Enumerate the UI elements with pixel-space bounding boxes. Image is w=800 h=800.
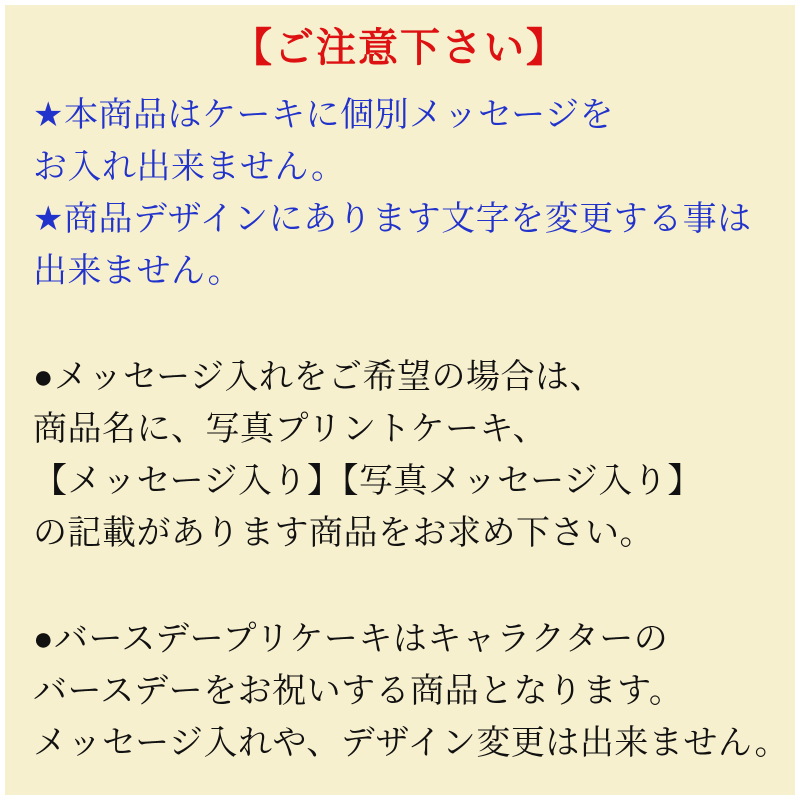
page-title: 【ご注意下さい】 <box>232 24 568 71</box>
notice-line: ●バースデープリケーキはキャラクターの <box>33 620 669 658</box>
notice-line: ★本商品はケーキに個別メッセージを <box>33 96 614 134</box>
notice-line: 【メッセージ入り】【写真メッセージ入り】 <box>33 462 702 500</box>
notice-line: の記載があります商品をお求め下さい。 <box>33 514 654 552</box>
notice-line: バースデーをお祝いする商品となります。 <box>33 672 684 710</box>
notice-line: メッセージ入れや、デザイン変更は出来ません。 <box>33 724 789 762</box>
section-message-option-guidance <box>33 351 767 559</box>
section-no-individual-message <box>33 89 767 297</box>
notice-line: ●メッセージ入れをご希望の場合は、 <box>33 358 604 396</box>
notice-line: 出来ません。 <box>33 252 243 290</box>
notice-line: お入れ出来ません。 <box>33 148 346 186</box>
notice-line: ★商品デザインにあります文字を変更する事は <box>33 200 752 238</box>
notice-line: 商品名に、写真プリントケーキ、 <box>33 410 548 448</box>
section-birthday-print-cake-note <box>33 613 789 769</box>
